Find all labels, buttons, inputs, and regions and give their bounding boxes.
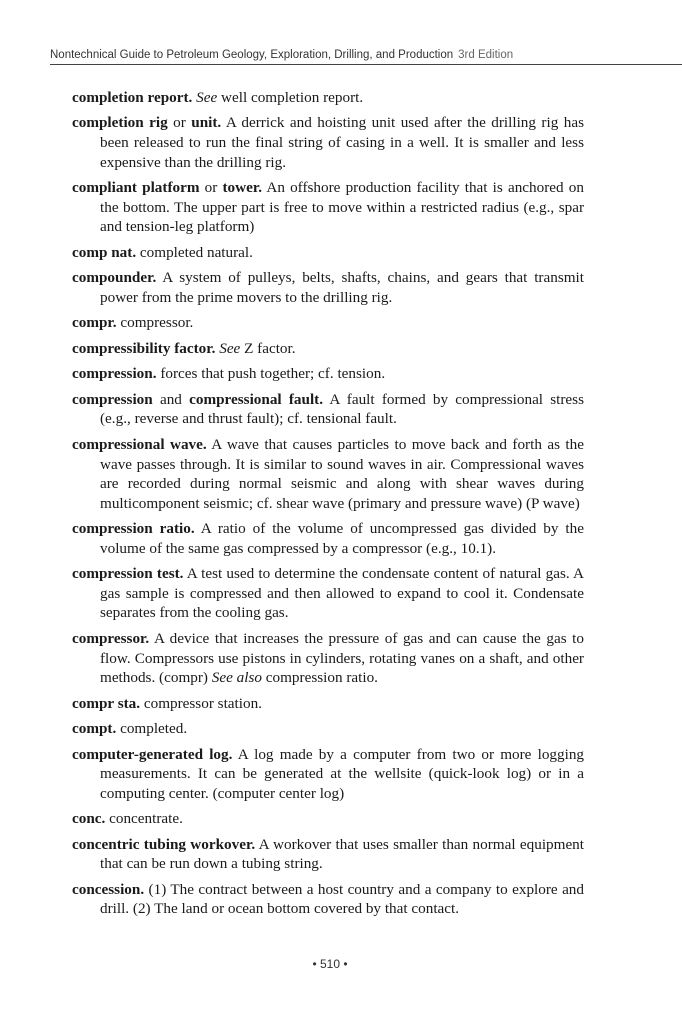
glossary-entry: comp nat. completed natural. <box>72 243 253 261</box>
glossary-entry: completion rig or unit. A derrick and hoisting unit used after the drilling rig has been released to run the final string of casing in a well. It is smaller and less expensive than the drilling rig. <box>72 114 584 171</box>
glossary-entry: completion report. See well completion report. <box>72 89 364 106</box>
book-title: Nontechnical Guide to Petroleum Geology, Exploration, Drilling, and Production <box>50 49 454 61</box>
glossary-entry: compressional wave. A wave that causes particles to move back and forth as the wave passes through. It is similar to sound waves in air. Compressional waves are recorded during normal seismic and along with shear waves during multicomponent seismic; cf. shear wave (primary and pressure wave) (P wave) <box>72 435 584 512</box>
glossary-entry: compounder. A system of pulleys, belts, shafts, chains, and gears that transmit power from the prime movers to the drilling rig. <box>72 269 584 306</box>
book-edition: 3rd Edition <box>458 49 514 61</box>
glossary-entry: concentric tubing workover. A workover that uses smaller than normal equipment that can be run down a tubing string. <box>72 835 584 873</box>
glossary-entry: compression. forces that push together; cf. tension. <box>72 365 386 383</box>
glossary-entry: conc. concentrate. <box>72 810 183 828</box>
glossary-entry: computer-generated log. A log made by a computer from two or more logging measurements. It can be generated at the wellsite (quick-look log) or in a computing center. (computer center log) <box>72 745 585 802</box>
glossary-entry: compressor. A device that increases the pressure of gas and can cause the gas to flow. Compressors use pistons in cylinders, rotating vanes on a shaft, and other methods. (compr) See also compression ratio. <box>72 629 584 687</box>
glossary-entry: compt. completed. <box>72 720 188 738</box>
glossary-entry: compression and compressional fault. A fault formed by compressional stress (e.g., reverse and thrust fault); cf. tensional fault. <box>72 390 584 428</box>
glossary-entry: concession. (1) The contract between a host country and a company to explore and drill. (2) The land or ocean bottom covered by that contact. <box>72 880 584 918</box>
glossary-entry: compressibility factor. See Z factor. <box>72 339 296 357</box>
glossary-entry: compression ratio. A ratio of the volume of uncompressed gas divided by the volume of the same gas compressed by a compressor (e.g., 10.1). <box>72 520 584 557</box>
glossary-entry: compr sta. compressor station. <box>72 694 262 712</box>
glossary-entry: compliant platform or tower. An offshore production facility that is anchored on the bottom. The upper part is free to move within a restricted radius (e.g., spar and tension-leg platform) <box>72 179 584 236</box>
running-header <box>50 49 682 65</box>
page-number: • 510 • <box>312 957 348 971</box>
glossary-entry: compr. compressor. <box>72 314 194 332</box>
glossary-entry: compression test. A test used to determine the condensate content of natural gas. A gas sample is compressed and then allowed to expand to cool it. Condensate separates from the cooling gas. <box>72 565 584 622</box>
glossary-entries <box>72 88 584 925</box>
